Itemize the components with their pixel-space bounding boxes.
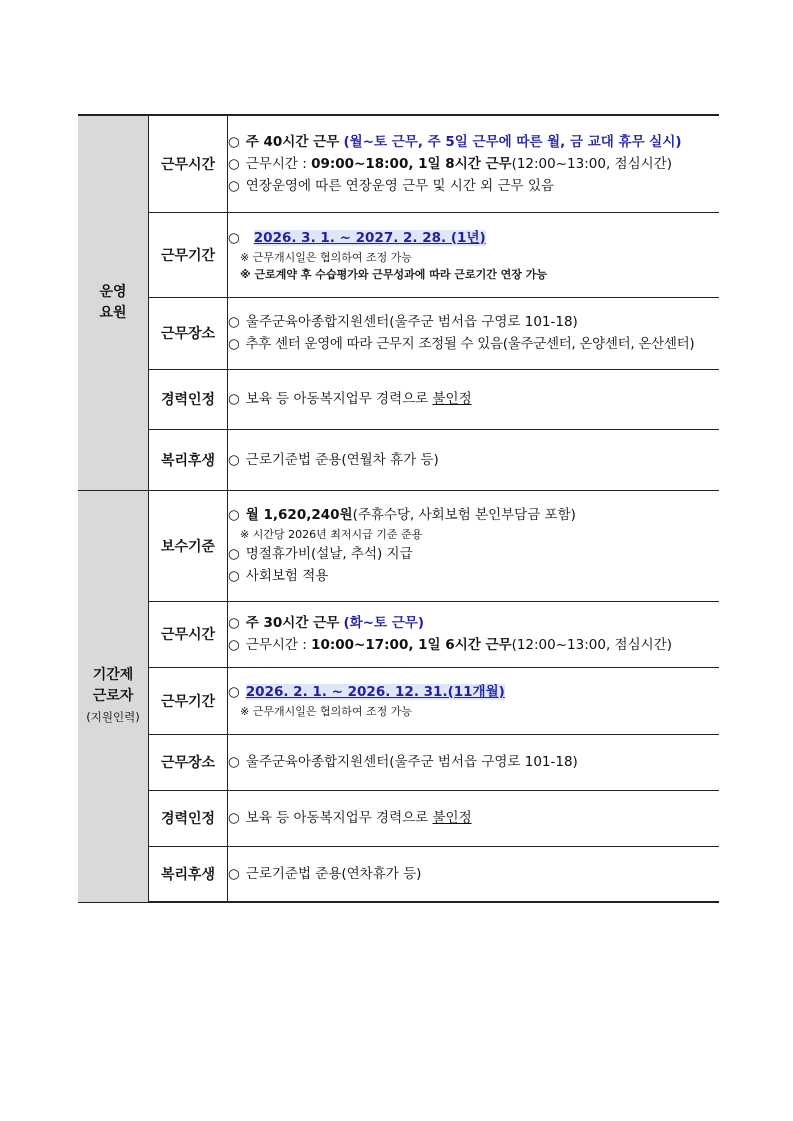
table-row [78,601,719,667]
category-label: 운영 요원 [99,283,127,321]
row-label: 근무시간 [149,601,228,667]
category-cell [78,115,149,490]
row-label: 경력인정 [149,790,228,846]
row-content: ○ 근로기준법 준용(연월차 휴가 등) [228,429,720,490]
row-content: ○ 근로기준법 준용(연차휴가 등) [228,846,720,902]
row-label: 복리후생 [149,846,228,902]
row-label: 근무기간 [149,667,228,734]
row-label: 복리후생 [149,429,228,490]
category-cell [78,490,149,902]
table-row [78,490,719,601]
row-content: ○ 2026. 3. 1. ~ 2027. 2. 28. (1년) ※ 근무개시일은 협의하여 조정 가능 ※ 근로계약 후 수습평가와 근무성과에 따라 근로기간 연장 가능 [228,212,720,297]
row-content: ○ 주 40시간 근무 (월~토 근무, 주 5일 근무에 따른 월, 금 교대 휴무 실시) ○ 근무시간 : 09:00~18:00, 1일 8시간 근무(12:00~13:00, 점심시간) ○ 연장운영에 따른 연장운영 근무 및 시간 외 근무 있음 [228,115,720,212]
row-content: ○ 2026. 2. 1. ~ 2026. 12. 31.(11개월) ※ 근무개시일은 협의하여 조정 가능 [228,667,720,734]
category-sublabel: (지원인력) [86,709,140,724]
table-row [78,212,719,297]
row-label: 근무장소 [149,297,228,369]
table-row [78,734,719,790]
row-content: ○ 보육 등 아동복지업무 경력으로 불인정 [228,369,720,429]
row-label: 보수기준 [149,490,228,601]
row-content: ○ 보육 등 아동복지업무 경력으로 불인정 [228,790,720,846]
table-row [78,667,719,734]
job-conditions-table [78,114,719,903]
row-label: 근무장소 [149,734,228,790]
row-content: ○ 울주군육아종합지원센터(울주군 범서읍 구영로 101-18) [228,734,720,790]
table-row [78,846,719,902]
table-row [78,790,719,846]
row-content: ○ 울주군육아종합지원센터(울주군 범서읍 구영로 101-18) ○ 추후 센터 운영에 따라 근무지 조정될 수 있음(울주군센터, 온양센터, 온산센터) [228,297,720,369]
row-content: ○ 주 30시간 근무 (화~토 근무) ○ 근무시간 : 10:00~17:00, 1일 6시간 근무(12:00~13:00, 점심시간) [228,601,720,667]
row-content: ○ 월 1,620,240원(주휴수당, 사회보험 본인부담금 포함) ※ 시간당 2026년 최저시급 기준 준용 ○ 명절휴가비(설날, 추석) 지급 ○ 사회보험 적용 [228,490,720,601]
table-row [78,369,719,429]
row-label: 경력인정 [149,369,228,429]
row-label: 근무기간 [149,212,228,297]
table-row [78,429,719,490]
row-label: 근무시간 [149,115,228,212]
table-row [78,297,719,369]
table-row [78,115,719,212]
category-label: 기간제 근로자 [92,666,134,704]
